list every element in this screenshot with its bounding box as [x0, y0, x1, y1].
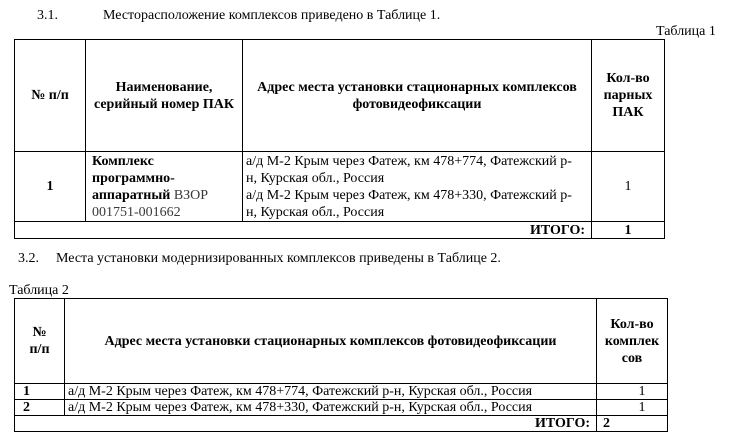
table1-total-row: [15, 222, 665, 239]
table2-total-value: 2: [597, 416, 668, 432]
table2-header-num: № п/п: [15, 299, 65, 384]
table2-row-count: 1: [597, 384, 668, 400]
section-text-3-2: Места установки модернизированных комплексов приведены в Таблице 2.: [56, 251, 501, 266]
table2-row-count: 1: [597, 400, 668, 416]
table2-row-address: а/д М-2 Крым через Фатеж, км 478+330, Фатежский р-н, Курская обл., Россия: [65, 400, 597, 416]
section-number-3-1: 3.1.: [37, 8, 58, 23]
table1-row-name: Комплекс программно- аппаратный ВЗОР 001751-001662: [86, 152, 243, 222]
table2-total-row: [15, 416, 668, 432]
table2-total-label: ИТОГО:: [15, 416, 597, 432]
table1-header-count: Кол-во парных ПАК: [592, 40, 665, 152]
table1-row-count: 1: [592, 152, 665, 222]
table1-header-num: № п/п: [15, 40, 86, 152]
table2: [14, 298, 668, 432]
table1-header-row: [15, 40, 665, 152]
table1-header-address: Адрес места установки стационарных комплексов фотовидеофиксации: [243, 40, 592, 152]
table1: [14, 39, 665, 239]
table1-header-name: Наименование, серийный номер ПАК: [86, 40, 243, 152]
section-number-3-2: 3.2.: [18, 251, 39, 266]
table2-row-num: 2: [15, 400, 65, 416]
table2-caption: Таблица 2: [9, 283, 69, 298]
table1-row-num: 1: [15, 152, 86, 222]
table1-caption: Таблица 1: [656, 24, 716, 39]
table-row: [15, 384, 668, 400]
table2-header-address: Адрес места установки стационарных комплексов фотовидеофиксации: [65, 299, 597, 384]
table2-header-count: Кол-во комплек сов: [597, 299, 668, 384]
table-row: [15, 400, 668, 416]
table2-row-address: а/д М-2 Крым через Фатеж, км 478+774, Фатежский р-н, Курская обл., Россия: [65, 384, 597, 400]
table1-total-value: 1: [592, 222, 665, 239]
table1-total-label: ИТОГО:: [15, 222, 592, 239]
table1-row-address: а/д М-2 Крым через Фатеж, км 478+774, Фатежский р- н, Курская обл., Россия а/д М-2 Крым через Фатеж, км 478+330, Фатежский р- н, Курская обл., Россия: [243, 152, 592, 222]
section-text-3-1: Месторасположение комплексов приведено в Таблице 1.: [103, 8, 441, 23]
table2-header-row: [15, 299, 668, 384]
table-row: [15, 152, 665, 222]
table2-row-num: 1: [15, 384, 65, 400]
